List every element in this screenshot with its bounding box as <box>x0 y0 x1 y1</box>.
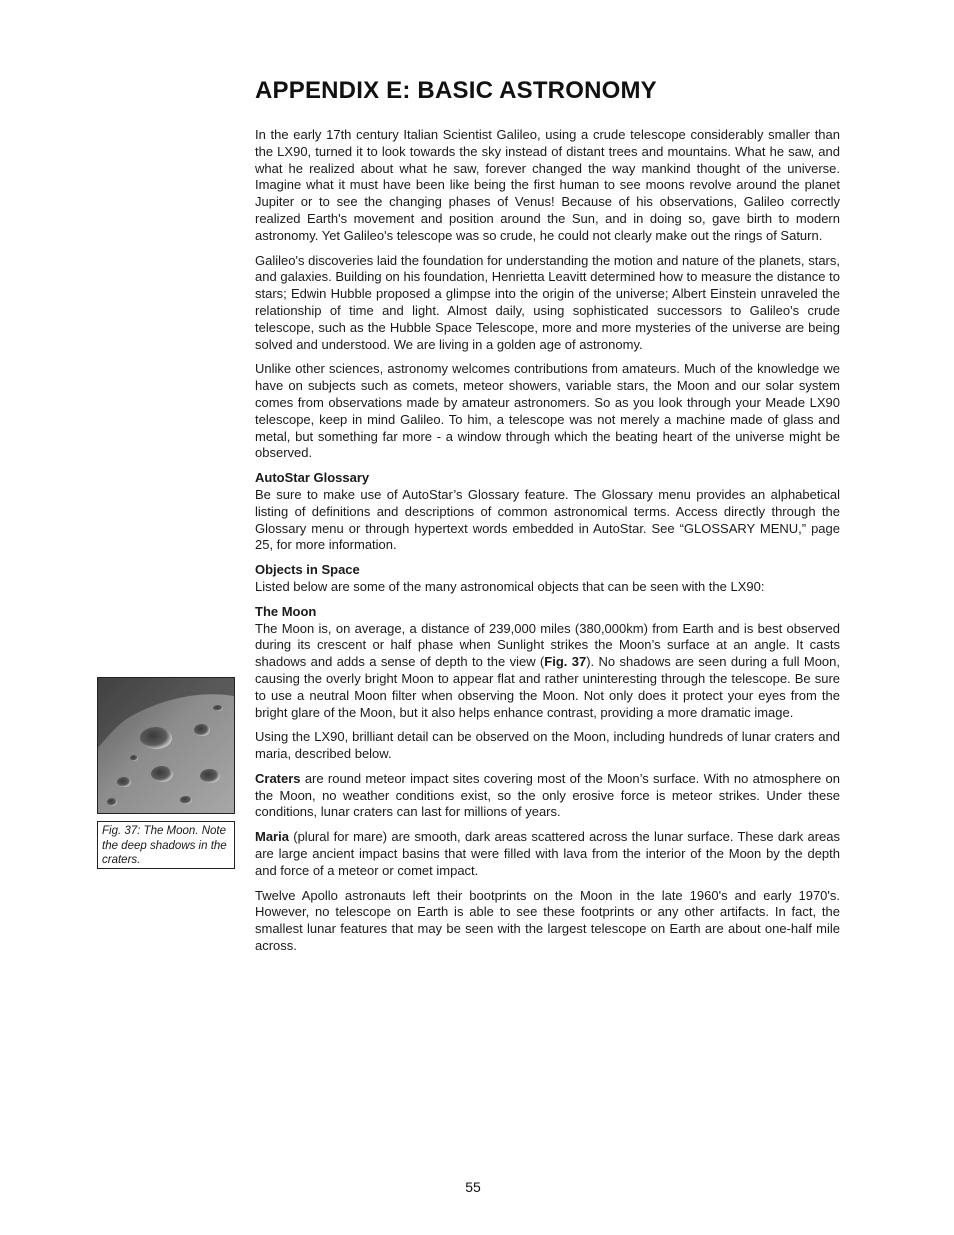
intro-paragraph-2: Galileo's discoveries laid the foundation for understanding the motion and nature of the planets, stars, and galaxies. Building on his foundation, Henrietta Leavitt determined how to measure the distance to stars; Edwin Hubble proposed a glimpse into the origin of the universe; Albert Einstein unraveled the relationship of time and light. Almost daily, using sophisticated successors to Galileo's crude telescope, such as the Hubble Space Telescope, more and more mysteries of the universe are being solved and understood. We are living in a golden age of astronomy. <box>255 252 840 352</box>
craters-text: are round meteor impact sites covering most of the Moon’s surface. With no atmosphere on the Moon, no weather conditions exist, so the only erosive force is meteor strikes. Under these conditions, lunar craters can last for millions of years. <box>255 770 840 820</box>
figure-caption: Fig. 37: The Moon. Note the deep shadows in the craters. <box>97 821 235 869</box>
craters-paragraph <box>255 771 840 821</box>
moon-section <box>255 604 840 722</box>
glossary-heading: AutoStar Glossary <box>255 470 370 486</box>
moon-photo <box>97 677 235 814</box>
page-number: 55 <box>465 1179 481 1195</box>
moon-text-end: ). No shadows are seen during a full Moon, causing the overly bright Moon to appear flat and rather uninteresting through the telescope. Be sure to use a neutral Moon filter when observing the Moon. Not only does it protect your eyes from the bright glare of the Moon, but it also helps enhance contrast, providing a more dramatic image. <box>255 654 840 720</box>
apollo-paragraph: Twelve Apollo astronauts left their bootprints on the Moon in the late 1960's and early 1970's. However, no telescope on Earth is able to see these footprints or any other artifacts. In fact, the smallest lunar features that may be seen with the largest telescope on Earth are about one-half mile across. <box>255 887 840 954</box>
intro-paragraph-3: Unlike other sciences, astronomy welcomes contributions from amateurs. Much of the knowledge we have on subjects such as comets, meteor showers, variable stars, the Moon and our solar system comes from observations made by amateur astronomers. So as you look through your Meade LX90 telescope, keep in mind Galileo. To him, a telescope was not merely a machine made of glass and metal, but something far more - a window through which the beating heart of the universe might be observed. <box>255 361 840 461</box>
objects-text: Listed below are some of the many astronomical objects that can be seen with the LX90: <box>255 578 765 594</box>
moon-surface-image <box>98 678 234 813</box>
maria-text: (plural for mare) are smooth, dark areas scattered across the lunar surface. These dark areas are large ancient impact basins that were filled with lava from the interior of the Moon by the depth and force of a meteor or comet impact. <box>255 829 840 878</box>
article-body <box>255 127 840 955</box>
moon-heading: The Moon <box>255 603 317 619</box>
figure-reference: Fig. 37 <box>544 654 587 670</box>
glossary-text: Be sure to make use of AutoStar’s Glossary feature. The Glossary menu provides an alphabetical listing of definitions and descriptions of common astronomical terms. Access directly through the Glossary menu or through hypertext words embedded in AutoStar. See “GLOSSARY MENU,” page 25, for more information. <box>255 486 840 553</box>
craters-term: Craters <box>255 770 301 786</box>
moon-text-start: The Moon is, on average, a distance of 239,000 miles (380,000km) from Earth and is best observed during its crescent or half phase when Sunlight strikes the Moon’s surface at an angle. It casts shadows and adds a sense of depth to the view ( <box>255 620 840 670</box>
objects-heading: Objects in Space <box>255 562 360 578</box>
objects-section <box>255 562 840 596</box>
moon-paragraph-2: Using the LX90, brilliant detail can be observed on the Moon, including hundreds of lunar craters and maria, described below. <box>255 729 840 762</box>
maria-paragraph <box>255 829 840 879</box>
page-title: APPENDIX E: BASIC ASTRONOMY <box>255 77 657 104</box>
glossary-section <box>255 470 840 554</box>
maria-term: Maria <box>255 829 289 845</box>
intro-paragraph-1: In the early 17th century Italian Scientist Galileo, using a crude telescope considerably smaller than the LX90, turned it to look towards the sky instead of distant trees and mountains. What he saw, and what he realized about what he saw, forever changed the way mankind thought of the universe. Imagine what it must have been like being the first human to see moons revolve around the planet Jupiter or to see the changing phases of Venus! Because of his observations, Galileo correctly realized Earth's movement and position around the Sun, and in doing so, gave birth to modern astronomy. Yet Galileo's telescope was so crude, he could not clearly make out the rings of Saturn. <box>255 127 840 243</box>
